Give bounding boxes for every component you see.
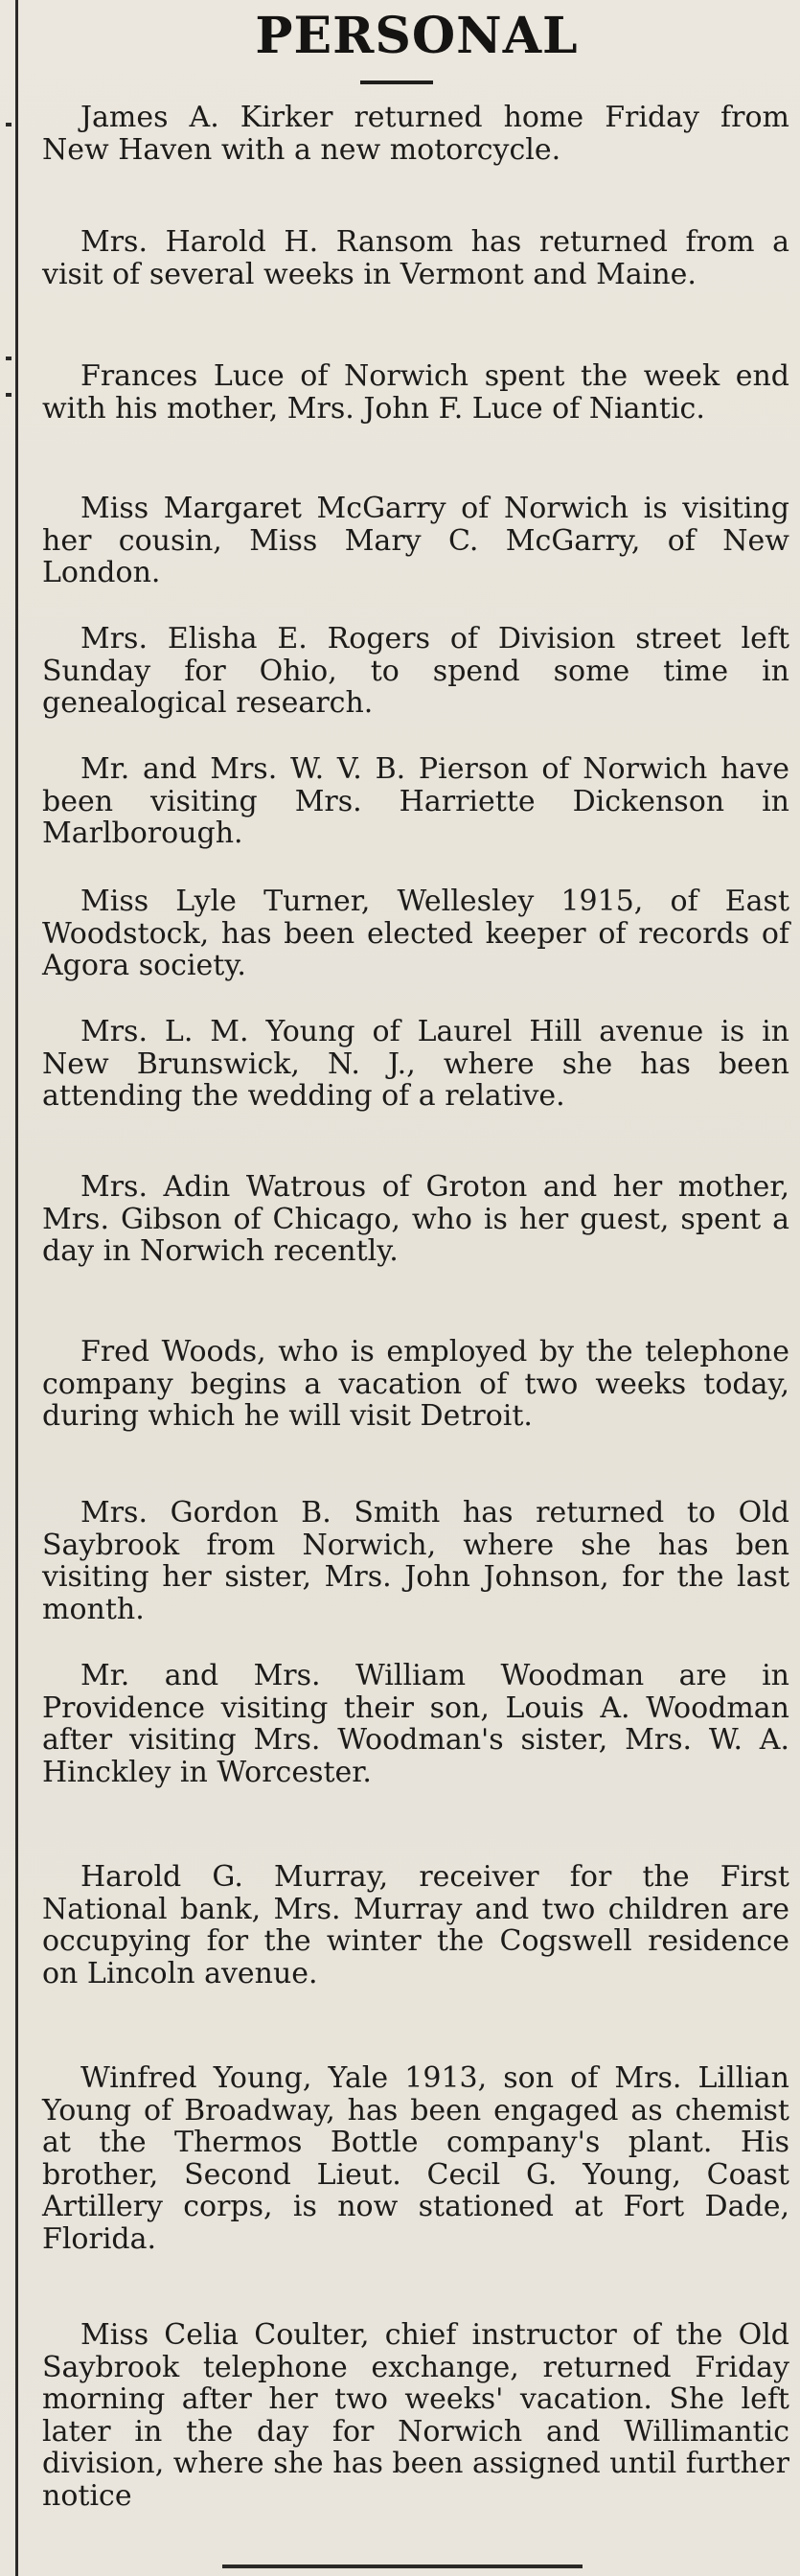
item-winfred-young <box>42 2062 789 2255</box>
item-rogers <box>42 623 789 720</box>
item-smith <box>42 1497 789 1625</box>
item-text: Mr. and Mrs. W. V. B. Pierson of Norwich have been visiting Mrs. Harriette Dickenson in Marlborough. <box>42 752 789 850</box>
item-pierson <box>42 753 789 850</box>
item-woods <box>42 1336 789 1433</box>
item-text: James A. Kirker returned home Friday from New Haven with a new motorcycle. <box>42 101 789 167</box>
headline-rule <box>360 80 433 84</box>
footer-rule <box>222 2564 583 2568</box>
item-text: Frances Luce of Norwich spent the week end with his mother, Mrs. John F. Luce of Niantic. <box>42 359 789 426</box>
item-text: Mrs. Harold H. Ransom has returned from a visit of several weeks in Vermont and Maine. <box>42 225 789 291</box>
item-luce <box>42 360 789 425</box>
item-text: Harold G. Murray, receiver for the First National bank, Mrs. Murray and two children are occupying for the winter the Cogswell residence on Lincoln avenue. <box>42 1860 789 1990</box>
item-turner <box>42 886 789 982</box>
column-rule <box>15 0 18 2576</box>
item-text: Miss Lyle Turner, Wellesley 1915, of East Woodstock, has been elected keeper of records of Agora society. <box>42 885 789 982</box>
item-woodman <box>42 1660 789 1788</box>
item-mcgarry <box>42 493 789 589</box>
item-young <box>42 1016 789 1113</box>
item-text: Mrs. L. M. Young of Laurel Hill avenue is in New Brunswick, N. J., where she has been attending the wedding of a relative. <box>42 1015 789 1113</box>
column-rule-mark <box>6 123 11 126</box>
item-kirker <box>42 102 789 166</box>
item-text: Mr. and Mrs. William Woodman are in Providence visiting their son, Louis A. Woodman after visiting Mrs. Woodman's sister, Mrs. W. A. Hinckley in Worcester. <box>42 1659 789 1789</box>
item-text: Miss Celia Coulter, chief instructor of the Old Saybrook telephone exchange, returned Friday morning after her two weeks' vacation. She left later in the day for Norwich and Willimantic division, where she has been assigned until further notice <box>42 2318 789 2513</box>
item-text: Mrs. Adin Watrous of Groton and her mother, Mrs. Gibson of Chicago, who is her guest, spent a day in Norwich recently. <box>42 1170 789 1268</box>
item-coulter <box>42 2319 789 2512</box>
item-text: Fred Woods, who is employed by the telephone company begins a vacation of two weeks today, during which he will visit Detroit. <box>42 1335 789 1433</box>
column-rule-mark <box>6 356 11 360</box>
item-murray <box>42 1861 789 1990</box>
item-text: Winfred Young, Yale 1913, son of Mrs. Lillian Young of Broadway, has been engaged as chemist at the Thermos Bottle company's plant. His brother, Second Lieut. Cecil G. Young, Coast Artillery corps, is now stationed at Fort Dade, Florida. <box>42 2061 789 2256</box>
item-text: Mrs. Elisha E. Rogers of Division street left Sunday for Ohio, to spend some time in genealogical research. <box>42 622 789 720</box>
item-text: Mrs. Gordon B. Smith has returned to Old Saybrook from Norwich, where she has ben visiting her sister, Mrs. John Johnson, for the last month. <box>42 1496 789 1626</box>
item-text: Miss Margaret McGarry of Norwich is visiting her cousin, Miss Mary C. McGarry, of New London. <box>42 492 789 589</box>
item-ransom <box>42 226 789 290</box>
item-watrous <box>42 1171 789 1268</box>
column-rule-mark <box>6 393 11 397</box>
headline: PERSONAL <box>255 7 579 65</box>
